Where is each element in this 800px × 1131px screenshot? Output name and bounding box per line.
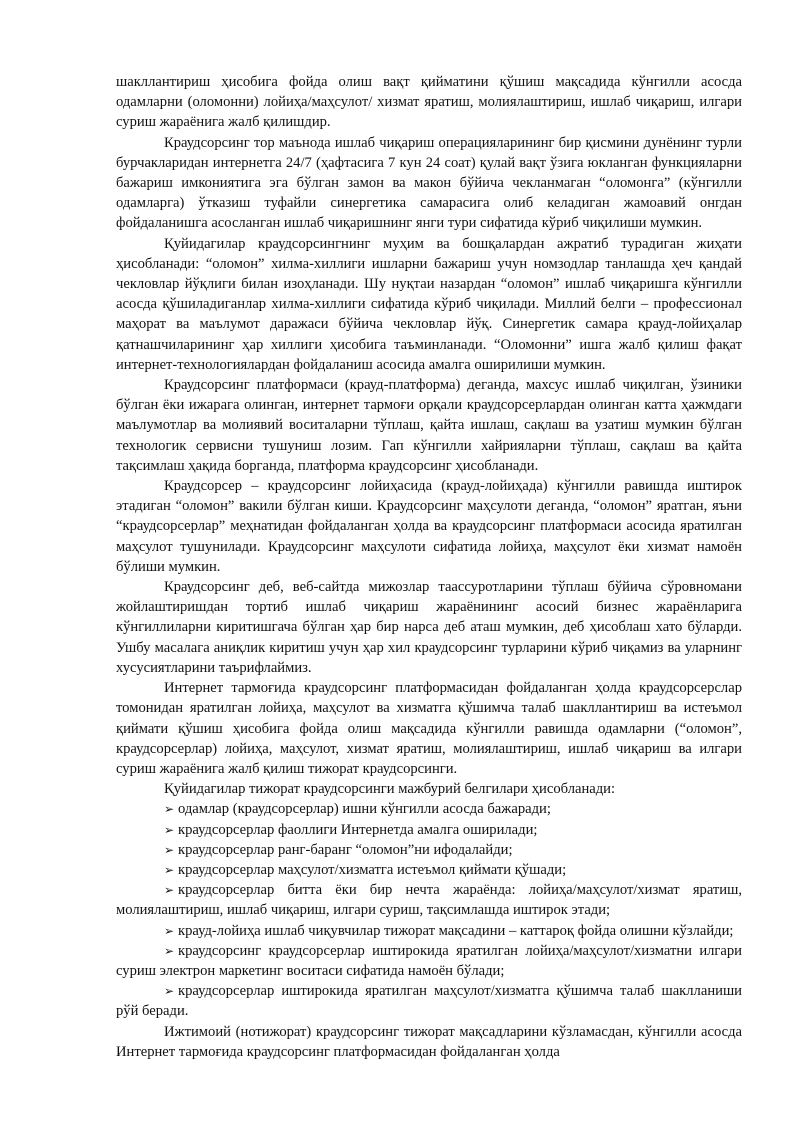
arrow-bullet-icon: ➢ xyxy=(164,943,175,958)
list-item-text: краудсорсерлар фаоллиги Интернетда амалга оширилади; xyxy=(178,821,538,838)
list-item-text: краудсорсинг краудсорсерлар иштирокида яратилган лойиҳа/маҳсулот/хизматни илгари суриш электрон маркетинг воситаси сифатида намоён бўлади; xyxy=(116,942,742,979)
paragraph: Краудсорсинг деб, веб-сайтда мижозлар таассуротларини тўплаш бўйича сўровномани жойлаштиришдан тортиб ишлаб чиқариш жараёнининг асосий бизнес жараёнларига кўнгиллиларни киритишгача бўлган ҳар бир нарса деб аташ мумкин, деб ҳисоблаш хато бўларди. Ушбу масалага аниқлик киритиш учун ҳар хил краудсорсинг турларини кўриб чиқамиз ва уларнинг хусусиятларини таърифлаймиз. xyxy=(116,579,742,676)
arrow-bullet-icon: ➢ xyxy=(164,842,175,857)
arrow-bullet-icon: ➢ xyxy=(164,822,175,837)
feature-list xyxy=(116,799,742,1021)
list-item-text: краудсорсерлар ранг-баранг “оломон”ни ифодалайди; xyxy=(178,841,513,858)
list-item xyxy=(116,941,742,981)
list-item-text: краудсорсерлар битта ёки бир нечта жараёнда: лойиҳа/маҳсулот/хизмат яратиш, молиялаштириш, ишлаб чиқариш, илгари суриш, тақсимлашда иштирок этади; xyxy=(116,882,742,919)
document-body-top xyxy=(116,72,742,799)
document-page xyxy=(116,72,742,1062)
list-item xyxy=(116,921,742,941)
list-item-text: крауд-лойиҳа ишлаб чиқувчилар тижорат мақсадини – каттароқ фойда олишни кўзлайди; xyxy=(178,922,734,939)
list-item xyxy=(116,820,742,840)
list-item-text: краудсорсерлар иштирокида яратилган маҳсулот/хизматга қўшимча талаб шаклланиши рўй беради. xyxy=(116,983,742,1020)
list-item-text: одамлар (краудсорсерлар) ишни кўнгилли асосда бажаради; xyxy=(178,801,551,818)
arrow-bullet-icon: ➢ xyxy=(164,923,175,938)
paragraph: Қуйидагилар тижорат краудсорсинги мажбурий белгилари ҳисобланади: xyxy=(164,781,616,798)
arrow-bullet-icon: ➢ xyxy=(164,984,175,999)
paragraph: Интернет тармоғида краудсорсинг платформасидан фойдаланган ҳолда краудсорсерслар томонидан яратилган лойиҳа, маҳсулот ва хизматга қўшимча талаб шакллантириш ва истеъмол қиймати қўшиш ҳисобига фойда олиш мақсадида кўнгилли равишда одамларни (“оломон”, краудсорсерлар) лойиҳа, маҳсулот, хизмат яратиш, молиялаштириш, ишлаб чиқариш ва илгари суриш жараёнига жалб қилиш тижорат краудсорсинги. xyxy=(116,680,742,777)
paragraph: Қуйидагилар краудсорсингнинг муҳим ва бошқалардан ажратиб турадиган жиҳати ҳисобланади: “оломон” хилма-хиллиги ишларни бажариш учун номзодлар танлашда ҳеч қандай чекловлар йўқлиги билан изоҳланади. Шу нуқтаи назардан “оломон” ишлаб чиқаришга кўнгилли асосда қўшиладиганлар хилма-хиллиги сифатида кўриб чиқилади. Миллий белги – профессионал маҳорат ва маълумот даражаси бўйича чекловлар йўқ. Синергетик самара қрауд-лойиҳалар қатнашчиларининг ҳар хиллиги ҳисобига таъминланади. “Оломонни” ишга жалб қилиш фақат интернет-технологиялардан фойдаланиш асосида амалга оширилиши мумкин. xyxy=(116,235,742,373)
list-item xyxy=(116,799,742,819)
list-item-text: краудсорсерлар маҳсулот/хизматга истеъмол қиймати қўшади; xyxy=(178,861,567,878)
list-item xyxy=(116,860,742,880)
list-item xyxy=(116,840,742,860)
paragraph: Ижтимоий (нотижорат) краудсорсинг тижорат мақсадларини кўзламасдан, кўнгилли асосда Интернет тармоғида краудсорсинг платформасидан фойдаланган ҳолда xyxy=(116,1023,742,1060)
arrow-bullet-icon: ➢ xyxy=(164,802,175,817)
list-item xyxy=(116,880,742,920)
paragraph: шакллантириш ҳисобига фойда олиш вақт қийматини қўшиш мақсадида кўнгилли асосда одамларни (оломонни) лойиҳа/маҳсулот/ хизмат яратиш, молиялаштириш, ишлаб чиқариш, илгари суриш жараёнига жалб қилишдир. xyxy=(116,74,742,131)
paragraph: Краудсорсер – краудсорсинг лойиҳасида (крауд-лойиҳада) кўнгилли равишда иштирок этадиган “оломон” вакили бўлган киши. Краудсорсинг маҳсулоти деганда, “оломон” яратган, яъни “краудсорсерлар” меҳнатидан фойдаланган ҳолда ва краудсорсинг платформаси асосида яратилган маҳсулот тушунилади. Краудсорсинг маҳсулоти сифатида лойиҳа, маҳсулот ёки хизмат намоён бўлиши мумкин. xyxy=(116,478,742,575)
document-body-bottom xyxy=(116,1022,742,1062)
arrow-bullet-icon: ➢ xyxy=(164,883,175,898)
list-item xyxy=(116,981,742,1021)
paragraph: Краудсорсинг платформаси (крауд-платформа) деганда, махсус ишлаб чиқилган, ўзиники бўлган ёки ижарага олинган, интернет тармоғи орқали краудсорсерлардан олинган катта ҳажмдаги маълумотлар ва молиявий воситаларни тўплаш, қайта ишлаш, сақлаш ва узатиш мумкин бўлган технологик сервисни тушуниш лозим. Гап кўнгилли хайрияларни тўплаш, сақлаш ва қайта тақсимлаш ҳақида борганда, платформа краудсорсинг ҳисобланади. xyxy=(116,377,742,474)
arrow-bullet-icon: ➢ xyxy=(164,862,175,877)
paragraph: Краудсорсинг тор маънода ишлаб чиқариш операцияларининг бир қисмини дунёнинг турли бурчакларидан интернетга 24/7 (ҳафтасига 7 кун 24 соат) қулай вақт ўзига юкланган функцияларни бажариш имкониятига эга бўлган замон ва макон бўйича чекланмаган “оломонга” (кўнгилли одамларга) ўтказиш туфайли синергетика самарасига олиб келадиган жамоавий онгдан фойдаланишга асосланган ишлаб чиқаришнинг янги тури сифатида кўриб чиқилиши мумкин. xyxy=(116,134,742,232)
